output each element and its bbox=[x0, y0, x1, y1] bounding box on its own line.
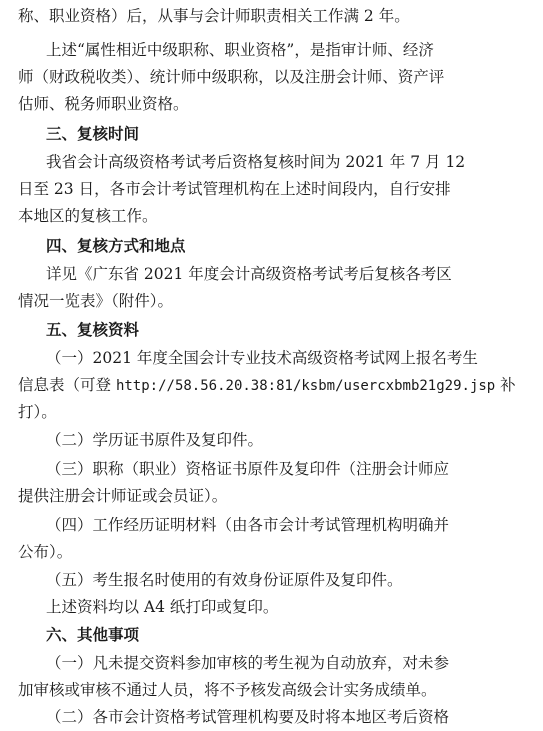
section-heading-review-materials: 五、复核资料 bbox=[46, 321, 140, 339]
paragraph-line: 上述资料均以 A4 纸打印或复印。 bbox=[46, 598, 279, 616]
paragraph-line: 公布）。 bbox=[18, 543, 73, 561]
paragraph-line: （一）2021 年度全国会计专业技术高级资格考试网上报名考生 bbox=[46, 349, 478, 367]
paragraph-line: 称、职业资格）后，从事与会计师职责相关工作满 2 年。 bbox=[18, 7, 410, 25]
paragraph-line: （五）考生报名时使用的有效身份证原件及复印件。 bbox=[46, 571, 403, 589]
url-suffix: 补 bbox=[495, 376, 516, 394]
paragraph-line: 情况一览表》（附件）。 bbox=[18, 292, 174, 310]
section-heading-other-matters: 六、其他事项 bbox=[46, 626, 140, 644]
paragraph-line-with-url bbox=[0, 371, 543, 399]
paragraph-line: 详见《广东省 2021 年度会计高级资格考试考后复核各考区 bbox=[46, 265, 452, 283]
section-heading-review-method: 四、复核方式和地点 bbox=[46, 237, 186, 255]
section-heading-review-time: 三、复核时间 bbox=[46, 125, 140, 143]
paragraph-line: 提供注册会计师证或会员证）。 bbox=[18, 487, 228, 505]
paragraph-line: （四）工作经历证明材料（由各市会计考试管理机构明确并 bbox=[46, 516, 450, 534]
paragraph-line: 打）。 bbox=[18, 403, 57, 421]
paragraph-line: （三）职称（职业）资格证书原件及复印件（注册会计师应 bbox=[46, 460, 450, 478]
paragraph-line: 师（财政税收类）、统计师中级职称，以及注册会计师、资产评 bbox=[18, 68, 445, 86]
paragraph-line: 加审核或审核不通过人员，将不予核发高级会计实务成绩单。 bbox=[18, 681, 437, 699]
paragraph-line: 本地区的复核工作。 bbox=[18, 207, 158, 225]
paragraph-line: （二）各市会计资格考试管理机构要及时将本地区考后资格 bbox=[46, 708, 450, 726]
paragraph-line: 日至 23 日，各市会计考试管理机构在上述时间段内，自行安排 bbox=[18, 180, 451, 198]
registration-url-link[interactable]: http://58.56.20.38:81/ksbm/usercxbmb21g29.jsp bbox=[115, 378, 496, 394]
paragraph-line: 估师、税务师职业资格。 bbox=[18, 95, 189, 113]
paragraph-line: 上述“属性相近中级职称、职业资格”，是指审计师、经济 bbox=[46, 41, 434, 59]
paragraph-line: （二）学历证书原件及复印件。 bbox=[46, 431, 264, 449]
paragraph-line: （一）凡未提交资料参加审核的考生视为自动放弃，对未参 bbox=[46, 654, 450, 672]
url-prefix: 信息表（可登 bbox=[18, 376, 116, 394]
paragraph-line: 我省会计高级资格考试考后资格复核时间为 2021 年 7 月 12 bbox=[46, 153, 466, 171]
